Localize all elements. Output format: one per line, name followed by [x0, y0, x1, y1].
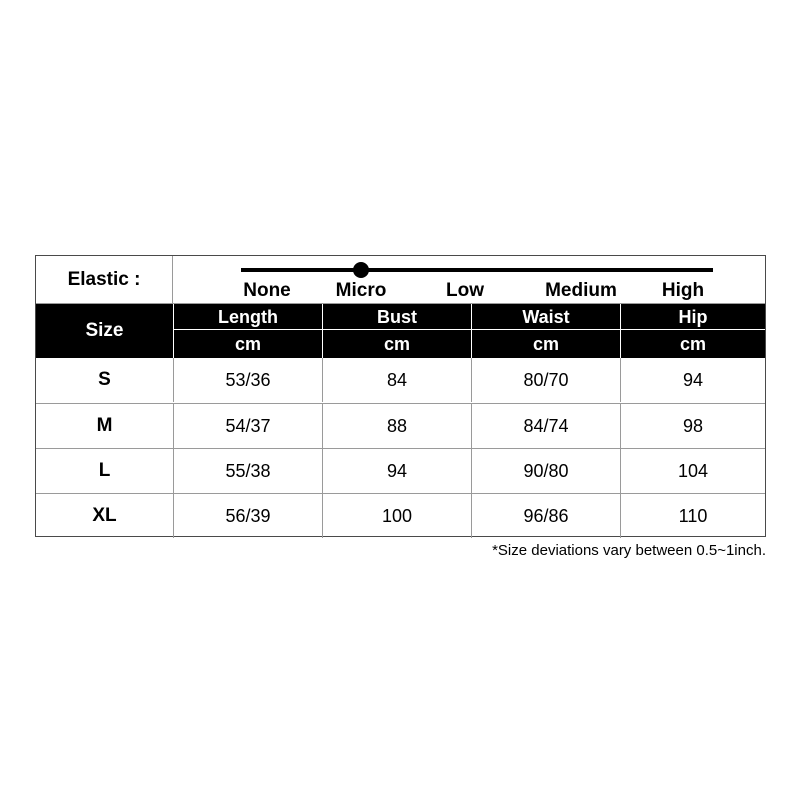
elastic-row — [36, 256, 765, 304]
measurement-cell-length: 54/37 — [173, 404, 322, 448]
size-cell: M — [96, 415, 113, 436]
column-header-unit: cm — [383, 334, 410, 354]
column-header-name: Hip — [621, 304, 765, 330]
size-deviation-note: *Size deviations vary between 0.5~1inch. — [492, 542, 766, 559]
table-row — [36, 403, 765, 448]
column-header-waist — [471, 304, 620, 358]
size-column-header: Size — [85, 320, 124, 341]
measurement-cell-waist: 96/86 — [471, 494, 620, 538]
measurement-cell-hip: 104 — [620, 449, 765, 493]
measurement-cell-hip: 98 — [620, 404, 765, 448]
elastic-level-none: None — [243, 280, 291, 301]
column-header-name: Waist — [472, 304, 620, 330]
elastic-scale-line — [241, 268, 713, 272]
measurement-cell-length: 56/39 — [173, 494, 322, 538]
table-header-row — [36, 304, 765, 358]
measurement-cell-bust: 94 — [322, 449, 471, 493]
measurement-cell-hip: 110 — [620, 494, 765, 538]
table-row — [36, 493, 765, 538]
column-header-unit: cm — [234, 334, 261, 354]
column-header-name: Bust — [323, 304, 471, 330]
size-cell: XL — [92, 505, 117, 526]
column-header-name: Length — [174, 304, 322, 330]
measurement-cell-bust: 88 — [322, 404, 471, 448]
size-chart — [35, 255, 766, 537]
column-header-unit: cm — [679, 334, 706, 354]
column-header-unit: cm — [532, 334, 559, 354]
elastic-selected-marker — [353, 262, 369, 278]
column-header-bust — [322, 304, 471, 358]
elastic-scale — [173, 256, 765, 303]
measurement-cell-waist: 80/70 — [471, 358, 620, 402]
elastic-level-high: High — [661, 280, 705, 301]
column-header-length — [173, 304, 322, 358]
measurement-cell-waist: 90/80 — [471, 449, 620, 493]
elastic-level-micro: Micro — [335, 280, 387, 301]
elastic-levels — [173, 280, 765, 302]
elastic-level-low: Low — [446, 280, 484, 301]
measurement-cell-length: 53/36 — [173, 358, 322, 402]
measurement-cell-bust: 84 — [322, 358, 471, 402]
measurement-cell-hip: 94 — [620, 358, 765, 402]
measurement-cell-waist: 84/74 — [471, 404, 620, 448]
elastic-level-medium: Medium — [545, 280, 617, 301]
measurement-cell-bust: 100 — [322, 494, 471, 538]
table-row — [36, 358, 765, 403]
measurement-cell-length: 55/38 — [173, 449, 322, 493]
size-cell: L — [98, 460, 111, 481]
table-row — [36, 448, 765, 493]
column-header-hip — [620, 304, 765, 358]
elastic-label: Elastic : — [36, 256, 173, 303]
size-cell: S — [98, 369, 111, 390]
